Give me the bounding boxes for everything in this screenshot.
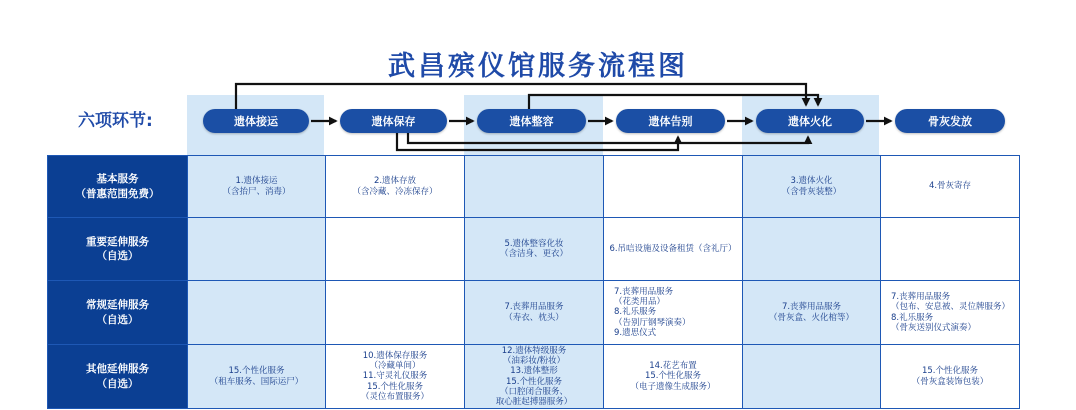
table-cell: 1.遗体接运 （含抬尸、消毒） [188,156,326,218]
table-cell: 7.丧葬用品服务 （花类用品） 8.礼乐服务 （告别厅钢琴演奏） 9.遗思仪式 [604,281,743,345]
arrow-storage-to-farewell [397,133,678,150]
stage-cosmetic: 遗体整容 [477,109,586,133]
stage-storage: 遗体保存 [340,109,447,133]
stage-ashes: 骨灰发放 [895,109,1005,133]
table-cell [188,218,326,281]
row-header-important: 重要延伸服务 （自选） [48,218,188,281]
table-cell [604,156,743,218]
row-header-basic: 基本服务 （普惠范围免费） [48,156,188,218]
table-cell: 6.吊唁设施及设备租赁（含礼厅） [604,218,743,281]
table-cell: 3.遗体火化 （含骨灰装整） [743,156,881,218]
stage-pickup: 遗体接运 [203,109,309,133]
table-cell [326,218,465,281]
table-cell [326,281,465,345]
row-header-regular: 常规延伸服务 （自选） [48,281,188,345]
table-cell: 7.丧葬用品服务 （寿衣、枕头） [465,281,604,345]
table-cell: 14.花艺布置 15.个性化服务 （电子遗像生成服务） [604,345,743,409]
table-cell: 10.遗体保存服务 （冷藏单间） 11.守灵礼仪服务 15.个性化服务 （灵位布置服务） [326,345,465,409]
table-row [48,156,1020,218]
stages-label: 六项环节: [78,111,153,131]
table-cell: 7.丧葬用品服务 （骨灰盒、火化棺等） [743,281,881,345]
stage-farewell: 遗体告别 [616,109,725,133]
arrow-cosmetic-to-cremation [529,95,818,109]
table-cell [465,156,604,218]
table-cell: 5.遗体整容化妆 （含洁身、更衣） [465,218,604,281]
table-cell: 15.个性化服务 （骨灰盒装饰包装） [881,345,1020,409]
table-row [48,345,1020,409]
table-cell: 2.遗体存放 （含冷藏、冷冻保存） [326,156,465,218]
table-cell: 4.骨灰寄存 [881,156,1020,218]
table-row [48,218,1020,281]
arrow-storage-to-cremation [408,133,808,143]
table-cell [743,218,881,281]
table-cell: 12.遗体特级服务 （油彩妆/粉妆） 13.遗体整形 15.个性化服务 （口腔闭合服务、 取心脏起搏器服务） [465,345,604,409]
table-cell: 15.个性化服务 （租车服务、国际运尸） [188,345,326,409]
table-cell: 7.丧葬用品服务 （包布、安息被、灵位牌服务） 8.礼乐服务 （骨灰送别仪式演奏） [881,281,1020,345]
table-cell [881,218,1020,281]
page-title: 武昌殡仪馆服务流程图 [388,51,688,82]
row-header-other: 其他延伸服务 （自选） [48,345,188,409]
arrow-pickup-to-cremation [236,84,806,109]
stage-cremation: 遗体火化 [756,109,864,133]
table-cell [188,281,326,345]
table-row [48,281,1020,345]
table-cell [743,345,881,409]
service-table [47,155,1020,409]
